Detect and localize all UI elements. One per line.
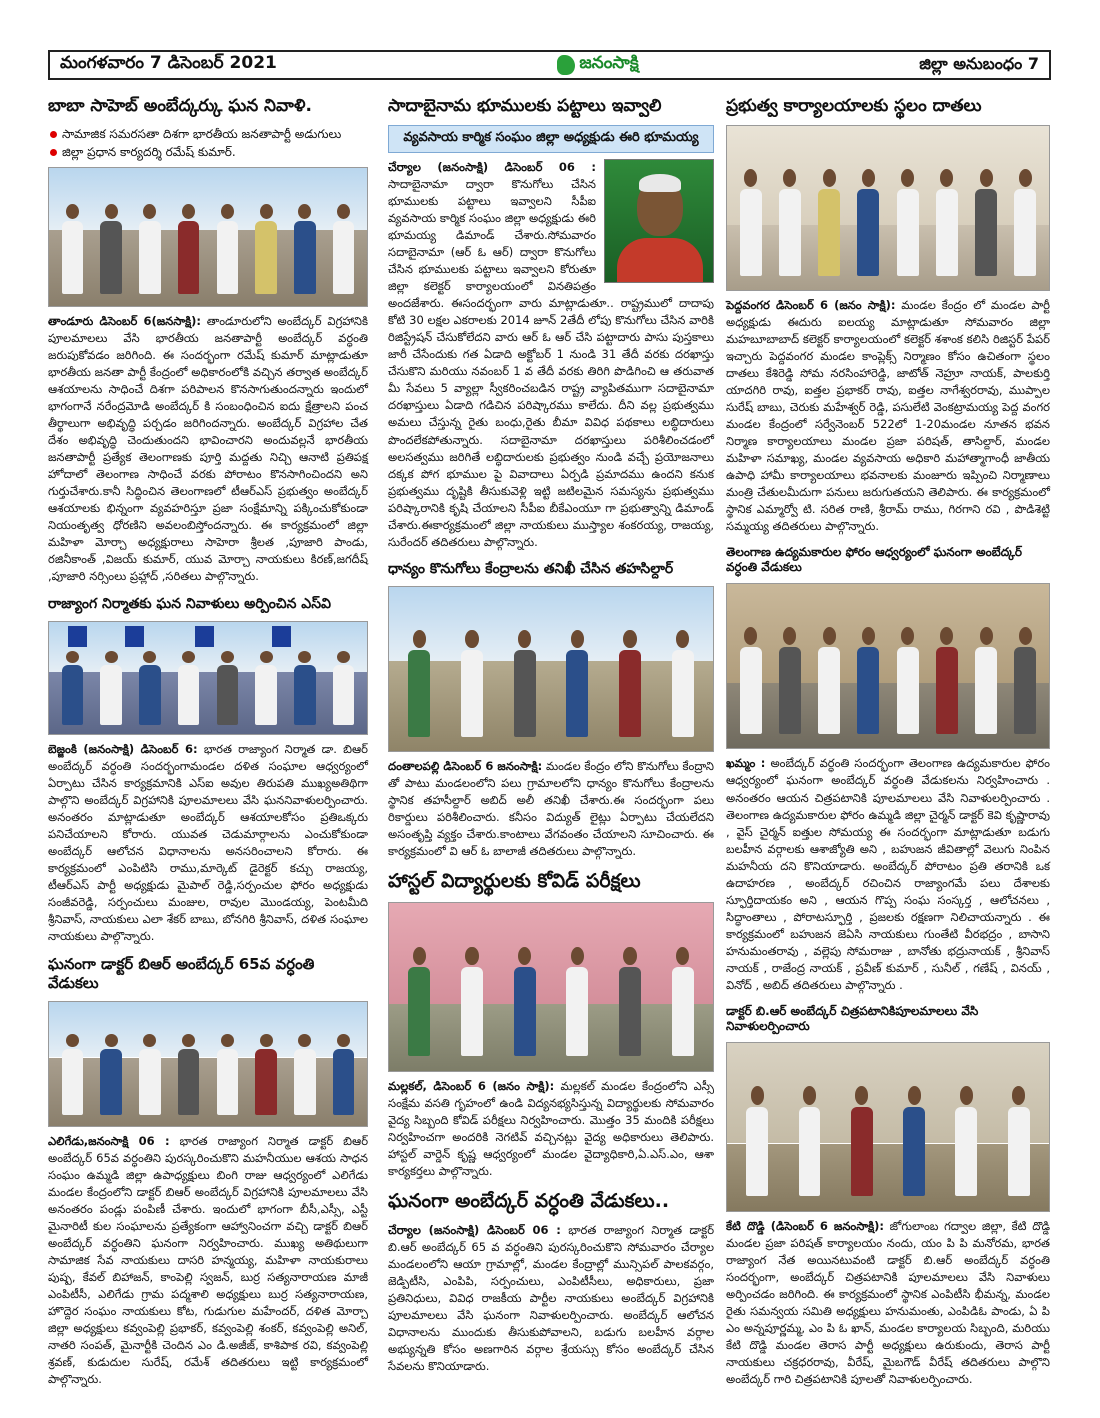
article-photo: [48, 1001, 368, 1127]
column-middle: [388, 96, 714, 1385]
article-body: [388, 1222, 714, 1375]
article-bullets: [48, 125, 368, 161]
article-cheryal-ambedkar: [388, 1190, 714, 1375]
article-body: [726, 1218, 1050, 1388]
article-text: భారత రాజ్యాంగ నిర్మాత డా. బిఆర్ అంబేద్కర్ వర్ధంతి సందర్భంగామండల దళిత సంఘాల ఆధ్వర్యంలో ఏర్పాటు చేసిన కార్యక్రమానికి ఎస్‌ఐ అవుల తిరుపతి ముఖ్యఅతిథిగా పాల్గొని అంబేద్కర్ విగ్రహానికి పూలమాలలు వేసి ఘననివాళులర్పించారు. అనంతరం మాట్లాడుతూ అంబేద్కర్ ఆశయాలకోసం ప్రతిఒక్కరు పనిచేయాలని కోరారు. యువత చెడుమార్గాలను ఎంచుకోకుండా అంబేద్కర్ ఆలోచన విధానాలను అనసరించాలని కోరారు. ఈ కార్యక్రమంలో ఎంపిటిసి రాము,మార్కెట్ డైరెక్టర్ కచ్చు రాజయ్య, టీఆర్ఎస్ పార్టీ అధ్యక్షుడు మైపాల్ రెడ్డి,సర్పంచుల ఫోరం అధ్యక్షుడు సంజీవరెడ్డి, సర్పంచులు మంజుల, రావుల మొండయ్య, పెంటమీది శ్రీనివాస్, నాయకులు ఎలా శేకర్ బాబు, బోనగిరి శ్రీనివాస్, దళిత సంఘాల నాయకులు పాల్గొన్నారు.: [48, 742, 369, 944]
article-dateline: ఖమ్మం :: [726, 756, 766, 771]
article-photo: [726, 1042, 1050, 1212]
portrait-photo: [604, 159, 714, 283]
article-text: భారత రాజ్యాంగ నిర్మాత డాక్టర్ బిఆర్ అంబేద్కర్ 65వ వర్ధంతిని పురస్కరించుకొని మహనీయుల ఆశయ సాధన సంఘం ఉమ్మడి జిల్లా ఉపాధ్యక్షులు బింగి రాజు ఆధ్వర్యంలో ఎలిగేడు మండల కేంద్రంలోని డాక్టర్ బిఆర్ అంబేద్కర్ విగ్రహానికి పూలమాలలు వేసి అనంతరం పండ్లు పంపిణీ చేశారు. ఇందులో భాగంగా బీసీ,ఎస్సీ, ఎస్టీ మైనారిటీ కుల సంఘాలను ప్రత్యేకంగా ఆహ్వానించగా వచ్చి డాక్టర్ బిఆర్ అంబేద్కర్ వర్ధంతిని ఘనంగా నిర్వహించారు. ముఖ్య అతిథులుగా సామాజిక సేవ నాయకులు దాసరి హన్మయ్య, మహిళా నాయకురాలు పుష్ప, కేవల్ బిహాజన్, కాంపెల్లి స్వజన్, బుర్ర సత్యనారాయణ మాజీ ఎంపిటీసీ, ఎలిగేడు గ్రామ పద్మశాలి అధ్యక్షులు బుర్ర సత్యనారాయణ, హొద్దెర సంఘం నాయకులు కోట, గుడుగుల మహేందర్, దళిత మోర్చా జిల్లా అధ్యక్షులు కవ్వంపెల్లి ప్రభాకర్, కవ్వంపెల్లి శంకర్, కవ్వంపెల్లి అనిల్, నాతరి సంపత్, మైనార్టీకి చెందిన ఎం డి.అజీజ్, కాశిపాక రవి, కవ్వంపెల్లి శ్రవణ్, కుడుదుల సురేష్, రమేశ్ తదితరులు ఇట్టి కార్యక్రమంలో పాల్గొన్నారు.: [48, 1133, 369, 1386]
article-headline: ఘనంగా అంబేద్కర్ వర్ధంతి వేడుకలు..: [388, 1190, 670, 1213]
article-khammam-forum: [726, 545, 1050, 993]
article-body: [48, 741, 368, 945]
bullet-item: జిల్లా ప్రధాన కార్యదర్శి రమేష్ కుమార్.: [48, 143, 368, 161]
masthead: [48, 50, 1051, 80]
article-dateline: తాండూరు డిసెంబర్ 6(జనసాక్షి):: [48, 314, 201, 329]
article-text: భారత రాజ్యాంగ నిర్మాత డాక్టర్ బి.ఆర్ అంబేద్కర్ 65 వ వర్ధంతిని పురస్కరించుకొని సోమవారం చేర్యాల మండలంలోని ఆయా గ్రామాల్లో, మండల కేంద్రాల్లో మున్సిపల్ పాలకవర్గం, జెడ్పిటీసి, ఎంపిపి, సర్పంచులు, ఎంపిటీసీలు, అధికారులు, ప్రజా ప్రతినిధులు, వివిధ రాజకీయ పార్టీల నాయకులు అంబేద్కర్ విగ్రహానికి పూలమాలలు వేసి ఘనంగా నివాళులర్పించారు. అంబేద్కర్ ఆలోచన విధానాలను ముందుకు తీసుకుపోవాలని, బడుగు బలహీన వర్గాల అభ్యున్నతి కోసం అణగారిన వర్గాల శ్రేయస్సు కోసం అంబేద్కర్ చేసిన సేవలను కొనియాడారు.: [388, 1222, 715, 1373]
article-dateline: చేర్యాల (జనంసాక్షి) డిసెంబర్ 06 :: [388, 1222, 561, 1237]
article-photo: [388, 586, 714, 752]
article-si-tribute: [48, 596, 368, 946]
article-body: [726, 755, 1050, 993]
article-headline: హాస్టల్ విద్యార్థులకు కోవిడ్ పరీక్షలు: [388, 870, 641, 893]
article-headline: తెలంగాణ ఉద్యమకారుల ఫోరం ఆధ్వర్యంలో ఘనంగా అంబేద్కర్ వర్ధంతి వేడుకలు: [726, 545, 1023, 575]
bullet-item: సామాజిక సమరసతా దిశగా భారతీయ జనతాపార్టీ అడుగులు: [48, 125, 368, 143]
article-elgaid-ambedkar: [48, 955, 368, 1388]
article-dateline: చేర్యాల (జనంసాక్షి) డిసెంబర్ 06 :: [388, 160, 596, 175]
article-text: అంబేద్కర్ వర్ధంతి సందర్భంగా తెలంగాణ ఉద్యమకారుల ఫోరం ఆధ్వర్యంలో ఘనంగా అంబేద్కర్ వర్ధంతి వేడుకలను నిర్వహించారు . అనంతరం ఆయన చిత్రపటానికి పూలమాలలు వేసి నివాళులర్పించారు . తెలంగాణ ఉద్యమకారుల ఫోరం ఉమ్మడి జిల్లా చైర్మన్ డాక్టర్ కెవి కృష్ణారావు , వైస్ చైర్మన్ ఐత్తుల సోమయ్య ఈ సందర్భంగా మాట్లాడుతూ బడుగు బలహీన వర్గాలకు ఆశాజ్యోతి అని , బహుజన జీవితాల్లో వెలుగు నింపిన మహనీయ దని కొనియాడారు. అంబేద్కర్ పోరాటం ప్రతి తరానికి ఒక ఉదాహరణ , అంబేద్కర్ రచించిన రాజ్యాంగమే పలు దేశాలకు స్ఫూర్తిదాయకం అని , ఆయన గొప్ప సంఘ సంస్కర్త , ఆలోచనలు , సిద్ధాంతాలు , పోరాటస్ఫూర్తి , ప్రజలకు రక్షణగా నిలిచాయన్నారు . ఈ కార్యక్రమంలో బహుజన జెఏసి నాయకులు గుంతేటి వీరభద్రం , బాసాని హనుమంతరావు , వల్లెపు సోమరాజు , బానోతు భద్రునాయక్ , శ్రీనివాస్ నాయక్ , రాజేంద్ర నాయక్ , ప్రవీణ్ కుమార్ , సునీల్ , గణేష్ , వినయ్ , వినోద్ , అబిద్ తదితరులు పాల్గొన్నారు .: [726, 756, 1051, 992]
column-left: [48, 96, 368, 1398]
article-dateline: బెజ్జంకి (జనంసాక్షి) డిసెంబర్ 6:: [48, 742, 198, 756]
article-photo: [388, 902, 714, 1072]
article-text: సాదాబైనామా ద్వారా కొనుగోలు చేసిన భూములకు పట్టాలు ఇవ్వాలని సీపీఐ వ్యవసాయ కార్మిక సంఘం జిల్లా అధ్యక్షుడు ఈరి భూమయ్య డిమాండ్ చేశారు.సోమవారం సదాబైనామా (ఆర్ ఓ ఆర్) ద్వారా కొనుగోలు చేసిన భూములకు పట్టాలు ఇవ్వాలని కోరుతూ జిల్లా కలెక్టర్ కార్యాలయంలో వినతిపత్రం అందజేశారు. ఈసందర్భంగా వారు మాట్లాడుతూ.. రాష్ట్రములో దాదాపు కోటి 30 లక్షల ఎకరాలకు 2014 జూన్ 2తేదీ లోపు కొనుగోలు చేసిన వారికి రిజిస్ట్రేషన్ చేసుకోలేదని వారు ఆర్ ఓ ఆర్ చేసి పట్టాదారు పాసు పుస్తకాలు జారీ చేసేందుకు గత ఏడాది అక్టోబర్ 1 నుండి 31 తేదీ వరకు దరఖాస్తు చేసుకొని మరియు నవంబర్ 1 వ తేదీ వరకు తిరిగి పొడిగించి ఆ తరువాత మీ సేవలు 5 వ్యాల్లా స్వీకరించబడిన రాష్ట్ర వ్యాపితముగా సదాబైనామా దరఖాస్తులు ఏడాది గడిచిన పరిష్కారము కాలేదు. దీని వల్ల ప్రభుత్వము అమలు చేస్తున్న రైతు బంధు,రైతు బీమా వివిధ పథకాలు లబ్ధిదారులు పొందలేకపోతున్నారు. సదాబైనామా దరఖాస్తులు పరిశీలించడంలో అలసత్వము జరిగితే లబ్ధిదారులకు ప్రభుత్వం నుండి వచ్చే ప్రయోజనాలు దక్కక పోగ భూముల పై వివాదాలు ఏర్పడి ప్రమాదము ఉందని కనుక ప్రభుత్వము దృష్టికి తీసుకువెళ్లి ఇట్టి జటిలమైన సమస్యను ప్రభుత్వము పరిష్కారానికి కృషి చేయాలని సీపీఐ బీకేఎంయూ గా ప్రభుత్వాన్ని డిమాండ్ చేశారు.ఈకార్యక్రమంలో జిల్లా నాయకులు ముస్త్యాల శంకరయ్య, రాజయ్య, సురేందర్ తదితరులు పాల్గొన్నారు.: [388, 177, 714, 549]
article-body: [48, 313, 368, 585]
article-sadabainama: [388, 96, 714, 551]
article-land-donors: [726, 96, 1050, 535]
article-body: [388, 758, 714, 860]
column-right: [726, 96, 1050, 1398]
article-headline: బాబా సాహెబ్ అంబేద్కర్కు ఘన నివాళి.: [48, 96, 312, 116]
article-headline: ఘనంగా డాక్టర్ బిఆర్ అంబేద్కర్ 65వ వర్ధంతి వేడుకలు: [48, 955, 315, 992]
article-subheadline: వ్యవసాయ కార్మిక సంఘం జిల్లా అధ్యక్షుడు ఈరి భూమయ్య: [388, 125, 714, 153]
article-photo: [48, 621, 368, 735]
article-dateline: కేటి దొడ్డి (డిసెంబర్ 6 జనంసాక్షి):: [726, 1218, 884, 1233]
article-text: జోగులాంబ గద్వాల జిల్లా, కేటి దొడ్డి మండల ప్రజా పరిషత్ కార్యాలయం నందు, యం పి పి మనోరమ, భారత రాజ్యాంగ నేత అయినటువంటి డాక్టర్ బి.ఆర్ అంబేద్కర్ వర్ధంతి సందర్భంగా, అంబేద్కర్ చిత్రపటానికి పూలమాలలు వేసి నివాళులు అర్పించడం జరిగింది. ఈ కార్యక్రమంలో స్థానిక ఎంపిటీసి భీమన్న, మండల రైతు సమన్వయ సమితి అధ్యక్షులు హనుమంతు, ఎంపిడిఓ పాండు, ఏ పి ఎం అన్నపూర్ణమ్మ, ఎం పి ఓ ఖాన్, మండల కార్యాలయ సిబ్బంది, మరియు కేటి దొడ్డి మండల తెరాస పార్టీ అధ్యక్షులు ఉరుకుందు, తెరాస పార్టీ నాయకులు చక్రధరరావు, వీరేష్, మైబగౌడ్ వీరేష్ తదితరులు పాల్గొని అంబేద్కర్ గారి చిత్రపటానికి పూలతో నివాళులర్పించారు.: [726, 1218, 1051, 1386]
article-ambedkar-tandur: [48, 96, 368, 586]
issue-date: మంగళవారం 7 డిసెంబర్ 2021: [60, 53, 277, 73]
article-grain-centers: [388, 561, 714, 861]
article-headline: సాదాబైనామ భూములకు పట్టాలు ఇవ్వాలి: [388, 96, 662, 116]
article-hostel-covid: [388, 870, 714, 1180]
article-dateline: మల్లకల్, డిసెంబర్ 6 (జనం సాక్షి):: [388, 1078, 555, 1093]
newspaper-logo: [557, 53, 638, 77]
article-kt-doddi: [726, 1004, 1050, 1388]
article-body: [726, 297, 1050, 535]
article-headline: రాజ్యాంగ నిర్మాతకు ఘన నివాళులు అర్పించిన ఎస్‌వి: [48, 595, 332, 612]
article-headline: ధాన్యం కొనుగోలు కేంద్రాలను తనిఖీ చేసిన తహసిల్దార్: [388, 560, 674, 577]
logo-text: జనంసాక్షి: [579, 53, 639, 73]
article-body: [388, 1078, 714, 1180]
article-body: [48, 1133, 368, 1388]
article-text: మండల కేంద్రం లో మండల పార్టీ అధ్యక్షుడు ఈదురు ఐలయ్య మాట్లాడుతూ సోమవారం జిల్లా మహబూబాబాద్ కలెక్టర్ కార్యాలయంలో కలెక్టర్ శశాంక కలిసి రిజిస్టర్ పేపర్ ఇచ్చారు పెద్దవంగర మండల కాంప్లెక్స్ నిర్మాణం కోసం ఉచితంగా స్థలం దాతలు కేశిరెడ్డి సోమ నరసింహారెడ్డి, జాటోత్ నెహ్రూ నాయక్, పాలకుర్తి యాదగిరి రావు, ఐత్తల ప్రభాకర్ రావు, ఐత్తల నాగేశ్వరరావు, ముప్పాల సురేష్ బాబు, చెరుకు మహేశ్వర్ రెడ్డి, పసులేటి వెంకట్రామయ్య పెద్ద వంగర మండల కేంద్రంలో సర్వేనెంబర్ 522లో 1-20మండల నూతన భవన నిర్మాణ కార్యాలయాలు మండల ప్రజా పరిషత్, తాసిల్దార్, మండల మహిళా సమాఖ్య, మండల వ్యవసాయ అధికారి మహాత్మాగాంధీ జాతీయ ఉపాధి హామీ కార్యాలయాలు భవనాలకు మంజూరు ఇప్పించి నిర్మాణాలు మంత్రి చేతులమీదుగా పనులు జరుగుతయని తెలిపారు. ఈ కార్యక్రమంలో స్థానిక ఎమ్మార్వో టి. సరిత రాణి, శ్రీరామ్ రాము, గిరగాని రవి , పొడిశెట్టి సమ్మయ్య తదితరులు పాల్గొన్నారు.: [726, 298, 1050, 534]
article-dateline: ఎలిగేడు,జనంసాక్షి 06 :: [48, 1133, 170, 1148]
article-headline: ప్రభుత్వ కార్యాలయాలకు స్థలం దాతలు: [726, 96, 982, 116]
article-photo: [726, 583, 1050, 749]
article-dateline: పెద్దవంగర డిసెంబర్ 6 (జనం సాక్షి):: [726, 298, 896, 313]
article-text: మండల కేంద్రం లోని కొనుగోలు కేంద్రాని తో పాటు మండలంలోని పలు గ్రామాలలోని ధాన్యం కొనుగోలు కేంద్రాలను స్థానిక తహసీల్దార్ అబిద్ అలీ తనిఖీ చేశారు.ఈ సందర్భంగా పలు రికార్డులు పరిశీలించారు. కనీసం విద్యుత్ లైట్లు ఏర్పాటు చేయలేదని అసంతృప్తి వ్యక్తం చేశారు.కాంటాలు వేగవంతం చేయాలని సూచించారు. ఈ కార్యక్రమంలో వి ఆర్ ఓ బాలాజీ తదితరులు పాల్గొన్నారు.: [388, 759, 715, 859]
page-label: జిల్లా అనుబంధం 7: [919, 53, 1039, 73]
article-photo: [48, 167, 368, 307]
article-text: మల్లకల్ మండల కేంద్రంలోని ఎస్సీ సంక్షేమ వసతి గృహంలో ఉండి విద్యనభ్యసిస్తున్న విద్యార్థులకు సోమవారం వైద్య సిబ్బంది కోవిడ్ పరీక్షలు నిర్వహించారు. మొత్తం 35 మందికి పరీక్షలు నిర్వహించగా అందరికి నెగటివ్ వచ్చినట్లు వైద్య అధికారులు తెలిపారు. హాస్టల్ వార్డెన్ కృష్ణ ఆధ్వర్యంలో మండల వైద్యాధికారి,ఏ.ఎస్.ఎం, ఆశా కార్యకర్తలు పాల్గొన్నారు.: [388, 1078, 715, 1179]
article-text: తాండూరులోని అంబేద్కర్ విగ్రహానికి పూలమాలలు వేసి భారతీయ జనతాపార్టీ అంబేద్కర్ వర్ధంతి జరుపుకోవడం జరిగింది. ఈ సందర్భంగా రమేష్ కుమార్ మాట్లాడుతూ భారతీయ జనతా పార్టీ కేంద్రంలో అధికారంలోకి వచ్చిన తర్వాత అంబేద్కర్ ఆశయాలను సాధించే దిశగా పరిపాలన కొనసాగుతుందన్నారు ఇందులో భాగంగానే నరేంద్రమోడి అంబేద్కర్ కి సంబంధించిన ఐదు క్షేత్రాలని పంచ తీర్థాలుగా అభివృద్ధి పర్చడం జరిగిందన్నారు. అంబేద్కర్ విగ్రహాల చేత దేశం అభివృద్ధి చెందుతుందని భావించారని అందువల్లనే భారతీయ జనతాపార్టీ ప్రత్యేక తెలంగాణకు పూర్తి మద్దతు నిచ్చి ఆనాటి ప్రతిపక్ష హోదాలో తెలంగాణ సాధించే వరకు పోరాటం కొనసాగించిందని అని గుర్తుచేశారు.కానీ సిద్ధించిన తెలంగాణలో టీఆర్ఎస్ ప్రభుత్వం అంబేద్కర్ ఆశయాలకు భిన్నంగా వ్యవహరిస్తూ ప్రజా సంక్షేమాన్ని పక్కించుకోకుండా నియంతృత్వ ధోరణిని అవలంబిస్తోందన్నారు. ఈ కార్యక్రమంలో జిల్లా మహిళా మోర్చా అధ్యక్షురాలు సాహెరా శ్రీలత ,పూజారి పాండు, రజినీకాంత్ ,విజయ్ కుమార్, యువ మోర్చా నాయకులు కిరణ్,జగదీష్ ,పూజారి నర్సింలు ప్రహ్లాద్ ,సరితలు పాల్గొన్నారు.: [48, 314, 368, 584]
article-dateline: దంతాలపల్లి డిసెంబర్ 6 జనంసాక్షి:: [388, 759, 543, 774]
india-map-icon: [557, 55, 575, 75]
article-headline: డాక్టర్ బి.ఆర్ అంబేద్కర్ చిత్రపటానికిపూలమాలలు వేసి నివాళులర్పించారు: [726, 1003, 979, 1033]
article-photo: [726, 125, 1050, 291]
